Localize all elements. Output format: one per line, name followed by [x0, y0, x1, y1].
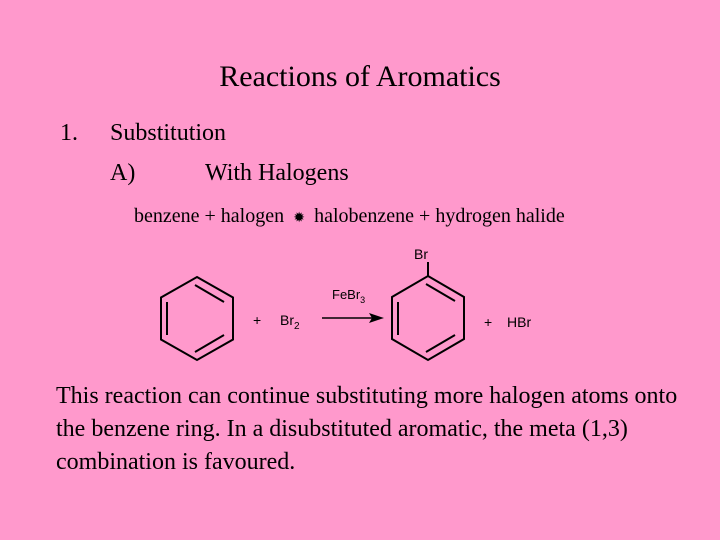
word-equation-reactants: benzene + halogen [134, 205, 285, 227]
slide-title: Reactions of Aromatics [219, 60, 501, 93]
byproduct-hbr: HBr [507, 314, 532, 330]
section-title: Substitution [110, 120, 227, 146]
bromine-substituent-label: Br [414, 246, 428, 262]
catalyst-label: FeBr$_3$ [332, 287, 366, 305]
reagent-bromine: $Br_2$ [280, 312, 300, 332]
reaction-arrow [322, 313, 384, 323]
reaction-arrow-icon: ✹ [293, 210, 305, 226]
word-equation-products: halobenzene + hydrogen halide [314, 205, 565, 227]
reactant-plus: + [253, 312, 262, 328]
subsection-letter: A) [110, 160, 136, 186]
section-number: 1. [60, 120, 78, 146]
product-plus: + [484, 314, 493, 330]
subsection-title: With Halogens [205, 160, 349, 186]
explanation-paragraph: This reaction can continue substituting more halogen atoms onto the benzene ring. In a disubstituted aromatic, the meta (1,3) combination is favoured. [56, 383, 678, 475]
benzene-structure [161, 277, 233, 360]
bromobenzene-structure [392, 262, 464, 360]
